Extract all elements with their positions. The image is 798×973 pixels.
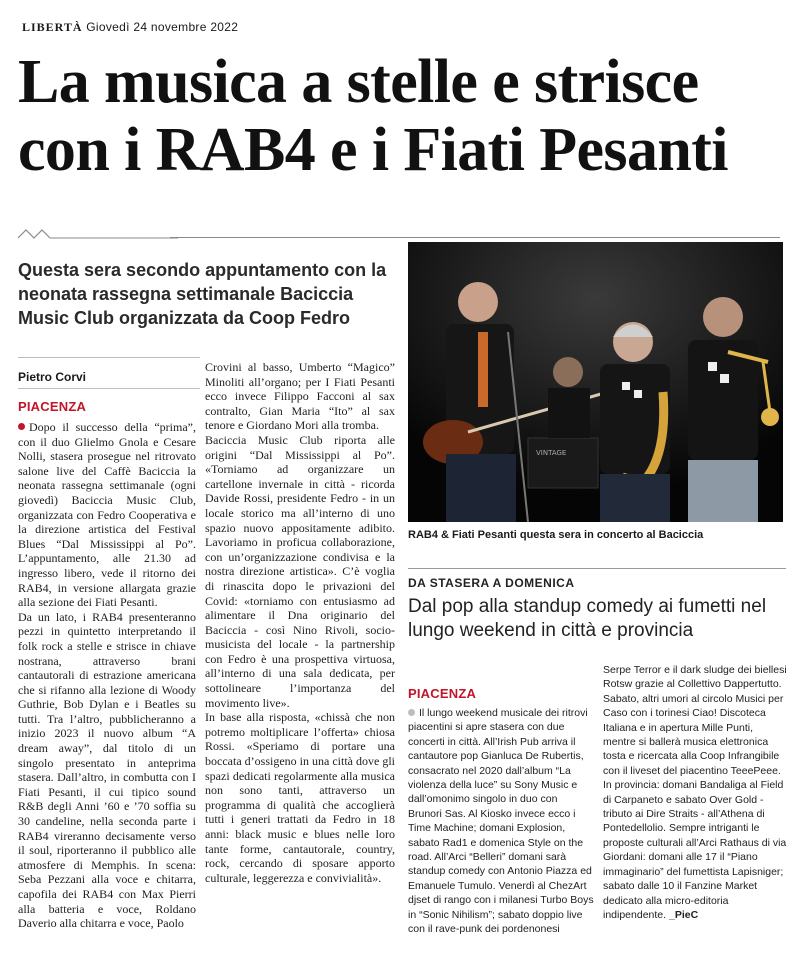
side-article-kicker: DA STASERA A DOMENICA — [408, 576, 575, 590]
location-kicker: PIACENZA — [18, 399, 87, 414]
chevron-rule-icon — [18, 228, 178, 242]
paragraph: Dopo il successo della “prima”, con il duo Glielmo Gnola e Cesare Nolli, stasera prosegue nel ritrovato salone live del Caffè Baciccia la neonata rassegna settimanale (ogni giovedì) Baciccia Music Club, organizzata con Fedro Cooperativa e la direzione artistica del Festival Blues “Dal Mississippi al Po”. L’appuntamento, alle 21.30 ad ingresso libero, vede il ritorno dei RAB4, in versione allargata grazie alla sezione dei Fiati Pesanti. — [18, 420, 196, 610]
divider — [18, 388, 200, 389]
concert-photo — [408, 242, 783, 522]
paragraph: Baciccia Music Club riporta alle origini “Dal Mississippi al Po”. «Torniamo ad organizzare un cartellone invernale in città - ricorda Davide Rossi, presidente Fedro - in un locale storico ma all’interno di uno spazio nuovo appositamente adibito. Lavoriamo in proficua collaborazione, con un’organizzazione condivisa e la nostra direzione artistica». C’è voglia di rinascita dopo le privazioni del Covid: «torniamo con entusiasmo ad alimentare il Dna originario del Baciccia - così Nino Rivoli, socio-musicista del locale - la partnership con Fedro è una prospettiva virtuosa, all’interno di una sala dedicata, per sottolineare l’importanza del movimento live». — [205, 432, 395, 710]
paragraph: Da un lato, i RAB4 presenteranno pezzi in quintetto interpretando il folk rock a stelle e strisce in chiave nostrana, attraverso brani cantautorali di estrazione americana che si rifanno alla lezione di Woody Guthrie, Bob Dylan e i Beatles su tutti. Tra l’altro, pubblicheranno a inizio 2023 il nuovo album “A dream away”, dal titolo di un singolo presentato in anteprima stasera. Dall’altro, in combutta con I Fiati Pesanti, il cui tipico sound R&B degli Anni ’60 e ’70 soffia su 30 candeline, nella seconda parte i RAB4 vireranno decisamente verso il soul, riporteranno il pubblico alle atmosfere di Memphis. In scena: Seba Pezzani alla voce e chitarra, capofila dei RAB4 con Max Pierri alla batteria e voce, Roldano Daverio alla chitarra e voce, Paolo — [18, 609, 196, 931]
bullet-dot-icon — [408, 709, 415, 716]
photo-caption: RAB4 & Fiati Pesanti questa sera in concerto al Baciccia — [408, 529, 704, 541]
article-column-2 — [205, 360, 395, 885]
side-article-column-1 — [408, 706, 594, 937]
headline — [18, 48, 788, 184]
divider — [18, 357, 200, 358]
headline-rule — [170, 237, 780, 238]
side-article-title: Dal pop alla standup comedy ai fumetti nel lungo weekend in città e provincia — [408, 596, 767, 641]
paragraph: Il lungo weekend musicale dei ritrovi piacentini si apre stasera con due concerti in città. All’Irish Pub arriva il cantautore pop Gianluca De Rubertis, consacrato nel 2020 dall’album “La violenza della luce” su Sony Music e dall’omonimo singolo in duo con Brunori Sas. Al Kiosko invece ecco i Time Machine; domani Explosion, sabato Rad1 e domenica Style on the road. All’Arci “Belleri” domani sarà standup comedy con Antonio Piazza ed Emanuele Tumulo. Venerdì al ChezArt djset di rango con i milanesi Turbo Boys in “Sonic Nihilism”; sabato doppio live con il rave-punk dei pordenonesi — [408, 707, 594, 936]
divider — [408, 568, 786, 569]
headline-line-2: con i RAB4 e i Fiati Pesanti — [18, 116, 728, 184]
article-column-1 — [18, 420, 196, 931]
byline: Pietro Corvi — [18, 370, 87, 384]
issue-date: Giovedì 24 novembre 2022 — [86, 20, 239, 34]
bullet-dot-icon — [18, 423, 25, 430]
article-subtitle: Questa sera secondo appuntamento con la neonata rassegna settimanale Baciccia Music Club organizzata da Coop Fedro — [18, 260, 387, 328]
paragraph: In base alla risposta, «chissà che non potremo moltiplicare l’offerta» chiosa Rossi. «Speriamo di portare una boccata d’ossigeno in una città dove gli spazi dedicati regolarmente alla musica non sono tanti, attraverso un programma di qualità che accoglierà tutti i generi trattati da Fedro in 18 anni: black music e blues nelle loro tante forme, cantautorale, country, rock, cercando di sposare apporto culturale, leggerezza e convivialità». — [205, 710, 395, 885]
paragraph: Crovini al basso, Umberto “Magico” Minoliti all’organo; per I Fiati Pesanti ecco invece Filippo Facconi al sax contralto, Gian Maria “Ito” al sax tenore e Giordano Mori alla tromba. — [205, 360, 395, 433]
band-photo-illustration — [408, 242, 783, 522]
side-article-column-2 — [603, 663, 787, 922]
newspaper-name: LIBERTÀ — [22, 20, 83, 34]
headline-line-1: La musica a stelle e strisce — [18, 48, 699, 116]
side-location-kicker: PIACENZA — [408, 686, 477, 701]
masthead — [22, 20, 238, 35]
paragraph: Serpe Terror e il dark sludge dei biellesi Rotsw grazie al Collettivo Dappertutto. Sabato, altri umori al circolo Musici per Caso con i torinesi Ciao! Discoteca Italiana e in apertura Mille Punti, mentre si ballerà musica elettronica tosta e ricercata alla Coop Infrangibile con il liveset del piacentino TeeePeee. In provincia: domani Bandaliga al Field di Carpaneto e sabato Over Gold - tributo ai Dire Straits - all’Athena di Pontedellolio. Sempre intriganti le proposte culturali all’Arci Rathaus di via Giordani: domani alle 17 il “Piano immaginario” del fumettista Lapisniger; sabato dalle 10 il Fanzine Market dedicato alla micro-editoria indipendente. — [603, 664, 787, 921]
amp-label: VINTAGE — [536, 449, 567, 457]
author-signature: _PieC — [668, 908, 699, 921]
